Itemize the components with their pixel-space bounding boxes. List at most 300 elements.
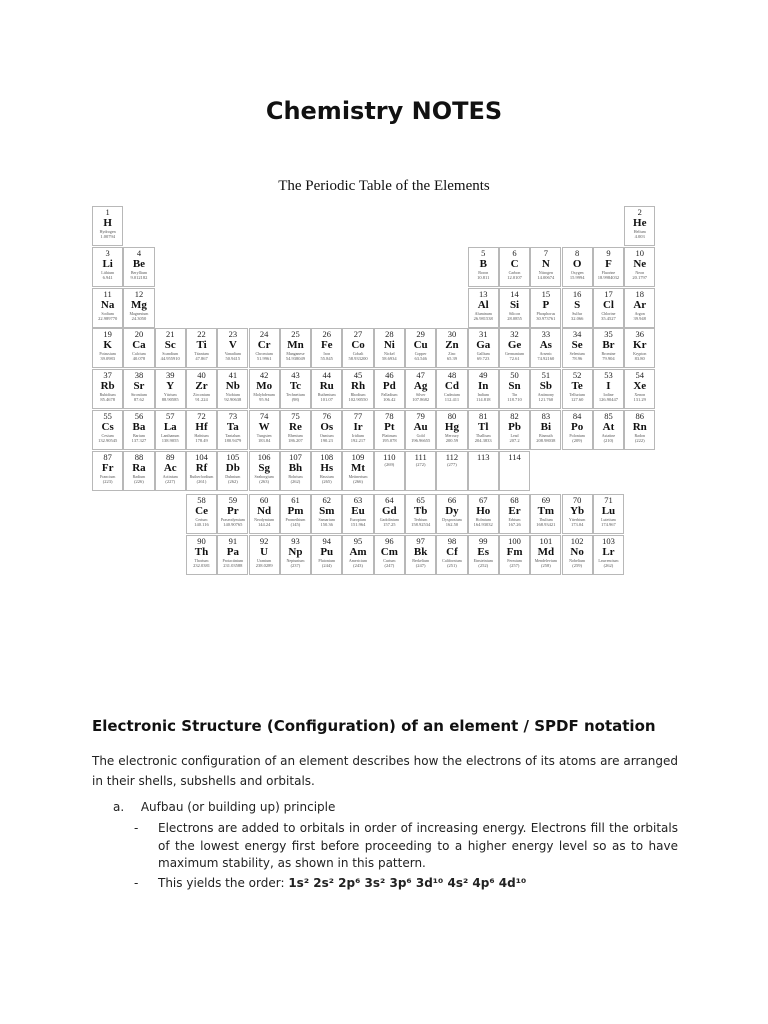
element-number: 74 — [259, 411, 269, 421]
element-weight: 140.116 — [194, 522, 209, 527]
element-weight: 24.3050 — [131, 315, 147, 321]
element-symbol: No — [570, 545, 584, 558]
element-symbol: Eu — [351, 505, 365, 517]
element-name: Polonium — [569, 433, 585, 438]
element-symbol: Hg — [444, 421, 459, 433]
element-number: 45 — [353, 370, 363, 381]
element-symbol: Br — [602, 339, 615, 352]
element-cell-tm — [530, 494, 561, 534]
element-symbol: Er — [508, 505, 521, 517]
element-number: 6 — [512, 247, 517, 258]
element-symbol: Rn — [632, 421, 647, 433]
element-weight: 118.710 — [507, 397, 522, 403]
element-name: Argon — [634, 310, 645, 316]
element-weight: 78.96 — [572, 356, 583, 362]
element-symbol: Xe — [633, 380, 647, 393]
element-weight: 132.90545 — [98, 438, 118, 443]
element-number: 71 — [604, 495, 613, 505]
element-number: 92 — [259, 535, 269, 546]
element-name: Ruthenium — [317, 392, 336, 398]
element-name: Actinium — [162, 473, 178, 479]
element-number: 67 — [478, 495, 488, 505]
element-name: Zinc — [448, 351, 456, 357]
element-weight: 127.60 — [570, 397, 584, 403]
element-number: 112 — [445, 451, 459, 462]
element-symbol: N — [541, 257, 550, 270]
element-name: Gold — [416, 433, 425, 438]
element-weight: 39.948 — [633, 315, 646, 321]
element-name: Barium — [132, 433, 145, 438]
element-name: Curium — [383, 557, 396, 563]
element-symbol: Pm — [287, 505, 304, 517]
element-symbol: Es — [477, 545, 490, 558]
element-weight: 112.411 — [444, 397, 460, 403]
element-weight: 157.25 — [383, 522, 396, 527]
element-number: 40 — [197, 370, 206, 381]
element-name: Bismuth — [539, 433, 553, 438]
element-weight: (209) — [572, 438, 583, 443]
element-cell-lu — [593, 494, 624, 534]
element-number: 42 — [259, 370, 269, 381]
element-weight: (247) — [415, 562, 426, 568]
element-name: Cobalt — [352, 351, 364, 357]
element-number: 80 — [447, 411, 457, 421]
element-symbol: Ga — [476, 339, 491, 352]
element-name: Selenium — [569, 351, 585, 357]
element-number: 29 — [416, 329, 425, 340]
element-name: Sulfur — [572, 310, 583, 316]
element-name: Beryllium — [130, 269, 148, 275]
element-number: 10 — [635, 247, 644, 258]
element-name: Uranium — [257, 557, 272, 563]
element-number: 14 — [510, 288, 519, 299]
element-number: 93 — [291, 535, 300, 546]
element-number: 56 — [134, 411, 144, 421]
element-number: 66 — [447, 495, 457, 505]
element-number: 37 — [103, 370, 112, 381]
element-number: 3 — [105, 247, 110, 258]
element-symbol: Rb — [100, 380, 115, 393]
element-weight: 137.327 — [131, 438, 147, 443]
element-weight: 4.003 — [634, 234, 645, 239]
element-name: Lutetium — [601, 517, 616, 522]
element-cell-pu — [311, 535, 342, 575]
element-symbol: Cd — [444, 380, 459, 393]
element-symbol: Pa — [226, 545, 239, 558]
element-cell-nd — [249, 494, 280, 534]
element-number: 62 — [322, 495, 331, 505]
element-number: 43 — [291, 370, 300, 381]
element-weight: 50.9415 — [225, 356, 241, 362]
element-name: Tungsten — [256, 433, 272, 438]
element-weight: (223) — [102, 478, 113, 484]
element-number: 21 — [165, 329, 175, 340]
element-weight: 20.1797 — [632, 274, 648, 280]
element-symbol: Zn — [445, 339, 459, 352]
element-name: Neodymium — [254, 517, 275, 522]
element-name: Lithium — [101, 269, 115, 275]
element-weight: 106.42 — [383, 397, 396, 403]
element-number: 82 — [510, 411, 519, 421]
element-name: Carbon — [508, 269, 521, 275]
element-symbol: Te — [571, 380, 583, 393]
element-number: 22 — [197, 329, 206, 340]
element-weight: (261) — [196, 478, 207, 484]
element-number: 19 — [103, 329, 112, 340]
element-symbol: Bh — [288, 461, 303, 474]
element-number: 30 — [447, 329, 457, 340]
element-number: 64 — [385, 495, 394, 505]
element-weight: (263) — [259, 478, 270, 484]
element-number: 55 — [103, 411, 112, 421]
element-weight: 178.49 — [195, 438, 208, 443]
element-name: Vanadium — [224, 351, 241, 357]
element-name: Astatine — [601, 433, 616, 438]
element-cell-am — [342, 535, 373, 575]
element-number: 54 — [635, 370, 644, 381]
element-weight: (277) — [447, 461, 457, 467]
element-name: Protactinium — [222, 557, 244, 563]
element-name: Mendelevium — [534, 557, 557, 563]
bullet-1-text: Electrons are added to orbitals in order of increasing energy. Electrons fill the orbitals of the lowest energy first before proceeding to a higher energy level so as to have maximum stability, as shown in this pattern. — [158, 821, 678, 870]
element-weight: 65.39 — [446, 356, 457, 362]
element-cell-md — [530, 535, 561, 575]
element-number: 47 — [416, 370, 425, 381]
element-name: Thulium — [538, 517, 553, 522]
element-symbol: C — [510, 257, 519, 270]
element-number: 79 — [416, 411, 425, 421]
element-name: Neptunium — [286, 557, 305, 563]
element-symbol: Re — [289, 421, 302, 433]
element-number: 16 — [572, 288, 582, 299]
element-name: Antimony — [537, 392, 554, 398]
element-weight: 232.0381 — [193, 562, 210, 568]
element-weight: 190.23 — [320, 438, 333, 443]
element-weight: 238.0289 — [255, 562, 273, 568]
element-number: 1 — [105, 207, 110, 217]
element-number: 89 — [165, 451, 175, 462]
element-weight: 91.224 — [195, 397, 208, 403]
element-name: Aluminum — [474, 310, 492, 316]
element-symbol: Zr — [195, 380, 208, 393]
element-symbol: W — [258, 421, 270, 433]
element-weight: 18.9984032 — [597, 274, 620, 280]
element-number: 46 — [385, 370, 394, 381]
element-number: 98 — [447, 535, 457, 546]
element-symbol: Mt — [351, 461, 366, 474]
element-cell-es — [468, 535, 499, 575]
element-weight: 200.59 — [445, 438, 459, 443]
element-name: Arsenic — [539, 351, 553, 357]
element-number: 18 — [635, 288, 644, 299]
element-number: 105 — [226, 451, 240, 462]
element-number: 51 — [541, 370, 551, 381]
element-symbol: Sb — [539, 380, 552, 393]
element-number: 75 — [291, 411, 300, 421]
element-weight: 14.00674 — [537, 274, 555, 280]
element-weight: (251) — [447, 562, 457, 568]
element-weight: 69.723 — [477, 356, 490, 362]
element-weight: 85.4678 — [100, 397, 115, 403]
element-name: Cesium — [101, 433, 114, 438]
element-number: 86 — [635, 411, 644, 421]
element-symbol: Ra — [132, 461, 146, 474]
element-name: Technetium — [286, 392, 305, 398]
element-number: 39 — [165, 370, 175, 381]
element-name: Neon — [635, 269, 645, 275]
element-symbol: Ag — [413, 380, 428, 393]
element-symbol: Pd — [382, 380, 396, 393]
element-weight: 63.546 — [414, 356, 427, 362]
element-symbol: Si — [509, 298, 520, 311]
element-number: 68 — [510, 495, 519, 505]
element-weight: 9.012182 — [130, 274, 148, 280]
element-number: 100 — [508, 535, 521, 546]
element-symbol: Pr — [227, 505, 239, 517]
element-number: 11 — [103, 288, 112, 299]
element-name: Nitrogen — [538, 269, 553, 275]
element-name: Rutherfordium — [189, 473, 214, 479]
element-number: 65 — [416, 495, 425, 505]
element-cell-dy — [436, 494, 467, 534]
element-number: 113 — [477, 451, 490, 462]
element-weight: 164.93032 — [473, 522, 493, 527]
element-name: Seaborgium — [254, 473, 274, 479]
element-name: Niobium — [225, 392, 240, 398]
element-weight: 114.818 — [476, 397, 491, 403]
element-number: 24 — [259, 329, 269, 340]
element-name: Bromine — [601, 351, 616, 357]
list-item-aufbau — [113, 800, 335, 814]
element-symbol: H — [103, 217, 112, 229]
element-name: Ytterbium — [568, 517, 586, 522]
element-name: Zirconium — [193, 392, 210, 398]
element-weight: 44.955910 — [160, 356, 180, 362]
element-symbol: I — [606, 380, 611, 393]
element-weight: 30.973761 — [536, 315, 556, 321]
element-weight: 158.92534 — [411, 522, 431, 527]
element-name: Palladium — [381, 392, 398, 398]
element-name: Nobelium — [569, 557, 586, 563]
element-weight: (265) — [321, 478, 332, 484]
element-name: Gallium — [476, 351, 490, 357]
element-name: Cerium — [195, 517, 208, 522]
element-symbol: Db — [225, 461, 240, 474]
element-number: 72 — [197, 411, 206, 421]
list-marker: a. — [113, 800, 125, 814]
element-symbol: Ta — [226, 421, 239, 433]
element-name: Tin — [511, 392, 518, 398]
element-symbol: Na — [100, 298, 115, 311]
element-name: Potassium — [99, 351, 116, 357]
element-symbol: In — [478, 380, 489, 393]
element-symbol: Tl — [478, 421, 489, 433]
element-name: Silicon — [508, 310, 521, 316]
element-name: Sodium — [101, 310, 114, 316]
element-symbol: Ti — [196, 339, 207, 352]
element-number: 12 — [134, 288, 144, 299]
element-weight: (266) — [353, 478, 363, 484]
element-cell-pm — [280, 494, 311, 534]
element-symbol: B — [479, 257, 487, 270]
element-name: Chlorine — [601, 310, 616, 316]
element-weight: (272) — [415, 461, 426, 467]
element-name: Silver — [415, 392, 426, 398]
element-cell-fm — [499, 535, 530, 575]
element-number: 97 — [416, 535, 425, 546]
element-number: 107 — [289, 451, 302, 462]
element-weight: 208.98038 — [536, 438, 556, 443]
element-symbol: Pt — [384, 421, 395, 433]
element-number: 41 — [228, 370, 238, 381]
element-number: 4 — [136, 247, 142, 258]
element-name: Tantalum — [225, 433, 241, 438]
element-name: Bohrium — [288, 473, 303, 479]
element-symbol: Hs — [320, 461, 334, 474]
element-cell-ce — [186, 494, 217, 534]
element-name: Radium — [132, 473, 146, 479]
element-symbol: Lu — [601, 505, 616, 517]
element-symbol: Mo — [256, 380, 273, 393]
element-symbol: Cr — [257, 339, 271, 352]
element-number: 53 — [604, 370, 613, 381]
element-symbol: He — [633, 217, 647, 229]
element-name: Hafnium — [194, 433, 209, 438]
periodic-table-title: The Periodic Table of the Elements — [278, 178, 490, 194]
list-item-label: Aufbau (or building up) principle — [140, 800, 336, 814]
element-number: 104 — [195, 451, 208, 462]
element-symbol: Au — [413, 421, 428, 433]
element-name: Rubidium — [99, 392, 116, 398]
element-name: Samarium — [318, 517, 335, 522]
element-weight: (262) — [290, 478, 301, 484]
element-number: 5 — [481, 247, 486, 258]
element-number: 78 — [385, 411, 394, 421]
element-weight: 95.94 — [259, 397, 270, 403]
element-number: 76 — [322, 411, 331, 421]
element-number: 81 — [478, 411, 488, 421]
element-name: Germanium — [504, 351, 525, 357]
element-number: 99 — [478, 535, 488, 546]
element-weight: 162.50 — [445, 522, 459, 527]
element-name: Dysprosium — [442, 517, 462, 522]
bullet-dash: - — [134, 876, 139, 890]
element-symbol: Be — [132, 257, 146, 270]
element-symbol: Ir — [353, 421, 363, 433]
element-number: 110 — [383, 451, 396, 462]
element-weight: 195.078 — [382, 438, 397, 443]
element-weight: (258) — [540, 562, 551, 568]
element-symbol: Al — [477, 298, 489, 311]
element-number: 83 — [541, 411, 551, 421]
element-name: Strontium — [130, 392, 147, 398]
element-weight: 87.62 — [133, 397, 144, 403]
element-symbol: Mg — [131, 298, 147, 311]
element-number: 38 — [134, 370, 144, 381]
element-weight: 167.26 — [508, 522, 521, 527]
bullet-dash: - — [134, 821, 139, 835]
element-name: Chromium — [255, 351, 273, 357]
element-cell-yb — [562, 494, 593, 534]
element-weight: 192.217 — [350, 438, 366, 443]
element-weight: 126.90447 — [598, 397, 618, 403]
element-symbol: Sn — [508, 380, 521, 393]
element-cell-np — [280, 535, 311, 575]
element-name: Erbium — [508, 517, 521, 522]
element-weight: 40.078 — [132, 356, 146, 362]
element-weight: (244) — [321, 562, 332, 568]
element-name: Fermium — [507, 557, 522, 563]
element-number: 7 — [543, 247, 548, 258]
element-number: 114 — [508, 451, 521, 462]
element-symbol: Gd — [381, 505, 397, 517]
element-weight: (210) — [603, 438, 614, 443]
element-name: Oxygen — [570, 269, 584, 275]
element-symbol: Ac — [163, 461, 177, 474]
element-weight: 107.8682 — [412, 397, 430, 403]
element-weight: 6.941 — [102, 274, 113, 280]
element-cell-cf — [436, 535, 467, 575]
element-number: 69 — [541, 495, 551, 505]
element-number: 90 — [197, 535, 206, 546]
element-weight: 55.845 — [320, 356, 333, 362]
element-weight: 101.07 — [320, 397, 333, 403]
element-weight: 28.0855 — [507, 315, 522, 321]
element-symbol: Cf — [446, 545, 458, 558]
element-number: 103 — [602, 535, 615, 546]
element-symbol: Se — [571, 339, 583, 352]
element-number: 8 — [575, 247, 580, 258]
element-weight: (247) — [384, 562, 395, 568]
element-name: Thallium — [475, 433, 491, 438]
element-symbol: Nd — [257, 505, 272, 517]
element-weight: 83.80 — [634, 356, 645, 362]
element-symbol: Po — [571, 421, 584, 433]
element-symbol: Y — [166, 380, 175, 393]
element-weight: (262) — [227, 478, 238, 484]
element-symbol: Am — [349, 545, 367, 558]
element-name: Osmium — [319, 433, 334, 438]
element-number: 31 — [478, 329, 488, 340]
element-weight: 74.92160 — [537, 356, 555, 362]
element-weight: 79.904 — [602, 356, 615, 362]
element-symbol: La — [163, 421, 177, 433]
element-weight: 186.207 — [288, 438, 303, 443]
element-name: Francium — [99, 473, 116, 479]
element-symbol: Nb — [225, 380, 240, 393]
element-number: 84 — [572, 411, 582, 421]
element-name: Lanthanum — [161, 433, 180, 438]
element-cell-eu — [342, 494, 373, 534]
element-weight: 54.938049 — [285, 356, 305, 362]
element-weight: 22.989770 — [98, 315, 118, 321]
element-number: 17 — [604, 288, 613, 299]
element-cell-pa — [217, 535, 248, 575]
element-name: Cadmium — [444, 392, 460, 398]
element-symbol: Tb — [413, 505, 428, 517]
element-name: Gadolinium — [379, 517, 399, 522]
element-number: 101 — [539, 535, 553, 546]
element-weight: 140.90765 — [223, 522, 243, 527]
element-number: 9 — [606, 247, 611, 258]
element-weight: 92.90638 — [224, 397, 242, 403]
element-symbol: Cu — [413, 339, 428, 352]
element-name: Iron — [323, 351, 331, 357]
element-weight: 131.29 — [633, 397, 646, 403]
element-symbol: Co — [351, 339, 365, 352]
element-weight: (269) — [384, 461, 395, 467]
element-symbol: Dy — [445, 505, 459, 517]
